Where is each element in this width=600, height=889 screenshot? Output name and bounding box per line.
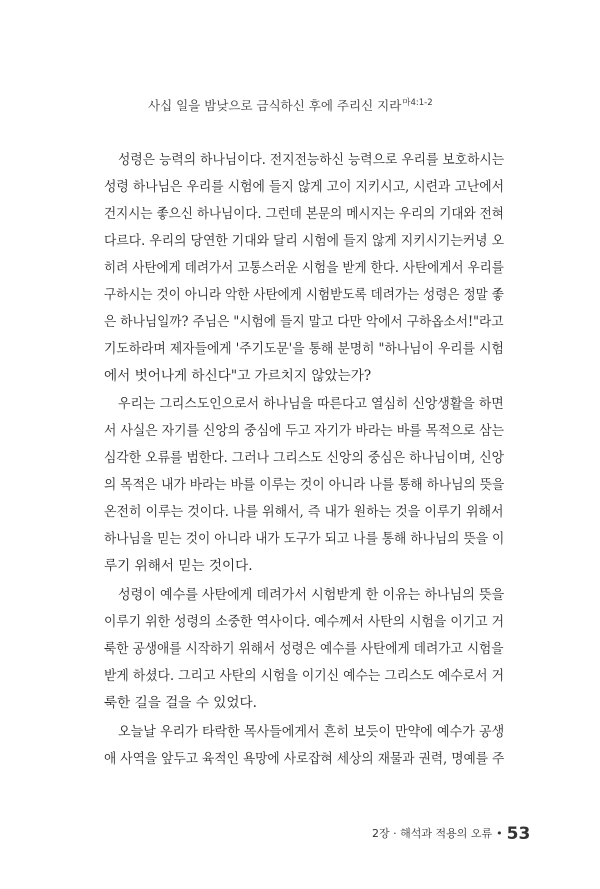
text-line: 받게 하셨다. 그리고 사탄의 시험을 이기신 예수는 그리스도 예수로서 거 — [104, 668, 505, 684]
text-line: 성령 하나님은 우리를 시험에 들지 않게 고이 지키시고, 시련과 고난에서 — [104, 179, 505, 195]
scripture-quote — [148, 96, 433, 114]
page-footer — [372, 822, 542, 844]
text-line: 구하시는 것이 아니라 악한 사탄에게 시험받도록 데려가는 성령은 정말 좋 — [104, 287, 504, 303]
bullet-separator: • — [496, 827, 503, 840]
text-line: 이루기 위한 성령의 소중한 역사이다. 예수께서 사탄의 시험을 이기고 거 — [104, 614, 505, 630]
text-line: 루기 위해서 믿는 것이다. — [104, 558, 253, 574]
text-line: 성령은 능력의 하나님이다. 전지전능하신 능력으로 우리를 보호하시는 — [118, 152, 505, 168]
text-line: 우리는 그리스도인으로서 하나님을 따른다고 열심히 신앙생활을 하면 — [118, 396, 504, 412]
text-line: 애 사역을 앞두고 육적인 욕망에 사로잡혀 세상의 재물과 권력, 명예를 주 — [104, 751, 505, 767]
text-line: 하나님을 믿는 것이 아니라 내가 도구가 되고 나를 통해 하나님의 뜻을 이 — [104, 531, 505, 547]
page-number: 53 — [506, 824, 531, 844]
chapter-title: 2장 · 해석과 적용의 오류 — [372, 827, 493, 840]
text-line: 건지시는 좋으신 하나님이다. 그런데 본문의 메시지는 우리의 기대와 전혀 — [104, 206, 504, 222]
quote-reference: 마4:1-2 — [402, 98, 433, 108]
text-line: 히려 사탄에게 데려가서 고통스러운 시험을 받게 한다. 사탄에게서 우리를 — [104, 260, 504, 276]
text-line: 기도하라며 제자들에게 '주기도문'을 통해 분명히 "하나님이 우리를 시험 — [104, 341, 504, 357]
text-line: 룩한 길을 걸을 수 있었다. — [104, 695, 257, 711]
text-line: 심각한 오류를 범한다. 그러나 그리스도 신앙의 중심은 하나님이며, 신앙 — [104, 450, 505, 466]
text-line: 룩한 공생애를 시작하기 위해서 성령은 예수를 사탄에게 데려가고 시험을 — [104, 641, 504, 657]
text-line: 은 하나님일까? 주님은 "시험에 들지 말고 다만 악에서 구하옵소서!"라고 — [104, 314, 504, 330]
text-line: 서 사실은 자기를 신앙의 중심에 두고 자기가 바라는 바를 목적으로 삼는 — [104, 423, 505, 439]
text-line: 온전히 이루는 것이다. 나를 위해서, 즉 내가 원하는 것을 이루기 위해서 — [104, 504, 504, 520]
quote-text: 사십 일을 밤낮으로 금식하신 후에 주리신 지라 — [148, 98, 402, 114]
text-line: 에서 벗어나게 하신다"고 가르치지 않았는가? — [104, 368, 372, 384]
text-line: 성령이 예수를 사탄에게 데려가서 시험받게 한 이유는 하나님의 뜻을 — [118, 587, 505, 603]
text-line: 오늘날 우리가 타락한 목사들에게서 흔히 보듯이 만약에 예수가 공생 — [118, 724, 505, 740]
text-line: 다르다. 우리의 당연한 기대와 달리 시험에 들지 않게 지키시기는커녕 오 — [104, 233, 505, 249]
text-line: 의 목적은 내가 바라는 바를 이루는 것이 아니라 나를 통해 하나님의 뜻을 — [104, 477, 505, 493]
